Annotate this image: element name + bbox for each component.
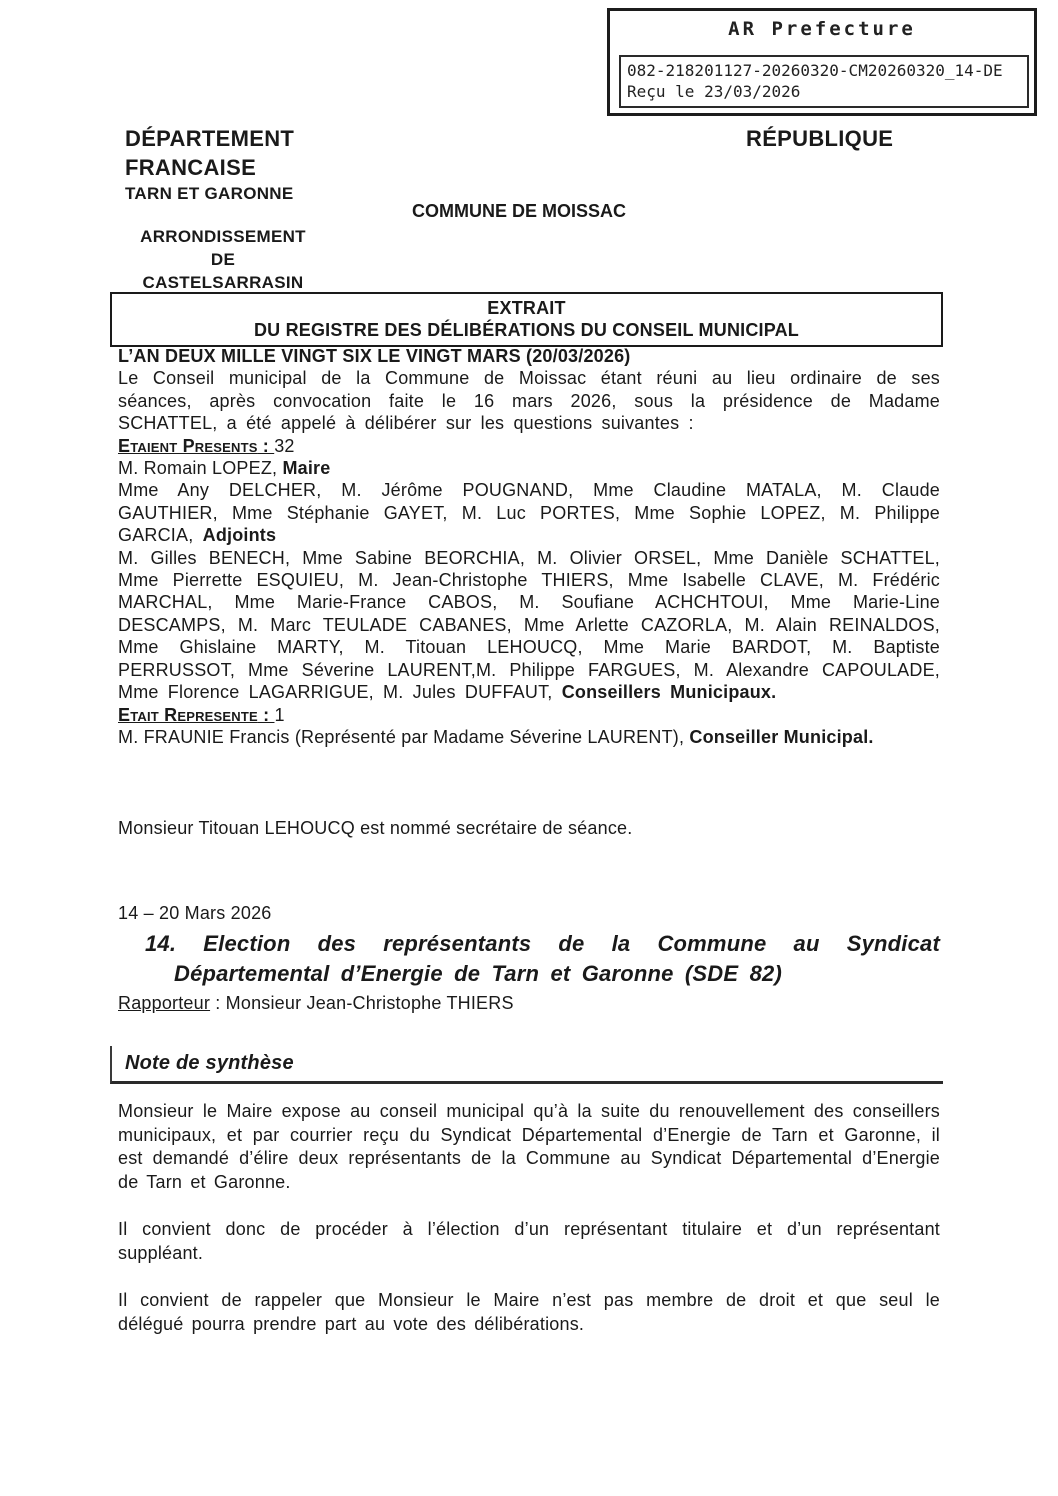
note-paragraph-3: Il convient de rappeler que Monsieur le Maire n’est pas membre de droit et que seul le délégué pourra prendre part au vote des délibérations.	[118, 1290, 940, 1334]
note-de-synthese-body	[118, 1100, 940, 1360]
secretary-line: Monsieur Titouan LEHOUCQ est nommé secrétaire de séance.	[118, 818, 633, 838]
session-intro-paragraph: Le Conseil municipal de la Commune de Moissac étant réuni au lieu ordinaire de ses séances, après convocation faite le 16 mars 2026, sous la présidence de Madame SCHATTEL, a été appelé à délibérer sur les questions suivantes :	[118, 368, 940, 434]
session-block	[118, 345, 940, 748]
represente-separator: :	[257, 704, 275, 725]
republique-label: RÉPUBLIQUE	[746, 126, 894, 151]
stamp-reference-number: 082-218201127-20260320-CM20260320_14-DE	[627, 61, 1003, 80]
deliberation-date-range: 14 – 20 Mars 2026	[118, 903, 272, 923]
adjoints-role: Adjoints	[202, 525, 277, 546]
deliberation-title: 14. Election des représentants de la Commune au Syndicat Départemental d’Energie de Tarn et Garonne (SDE 82)	[145, 931, 940, 986]
stamp-received-date: Reçu le 23/03/2026	[627, 82, 801, 101]
commune-label: COMMUNE DE MOISSAC	[412, 201, 627, 221]
adjoints-names: Mme Any DELCHER, M. Jérôme POUGNAND, Mme Claudine MATALA, M. Claude GAUTHIER, Mme Stéphanie GAYET, M. Luc PORTES, Mme Sophie LOPEZ, M. Philippe GARCIA,	[118, 480, 940, 546]
represente-line	[118, 704, 940, 726]
presents-line	[118, 435, 940, 457]
maire-names: M. Romain LOPEZ,	[118, 458, 283, 479]
adjoints-paragraph	[118, 479, 940, 546]
arrondissement-block	[127, 225, 319, 294]
session-opening-line: L’AN DEUX MILLE VINGT SIX LE VINGT MARS (20/03/2026)	[118, 346, 631, 366]
departement-line3: TARN ET GARONNE	[125, 184, 294, 203]
conseillers-names: M. Gilles BENECH, Mme Sabine BEORCHIA, M. Olivier ORSEL, Mme Danièle SCHATTEL, Mme Pierrette ESQUIEU, M. Jean-Christophe THIERS, Mme Isabelle CLAVE, M. Frédéric MARCHAL, Mme Marie-France CABOS, M. Soufiane ACHCHTOUI, Mme Marie-Line DESCAMPS, M. Marc TEULADE CABANES, Mme Arlette CAZORLA, M. Alain REINALDOS, Mme Ghislaine MARTY, M. Titouan LEHOUCQ, Mme Marie BARDOT, M. Baptiste PERRUSSOT, Mme Séverine LAURENT,M. Philippe FARGUES, M. Alexandre CAPOULADE, Mme Florence LAGARRIGUE, M. Jules DUFFAUT,	[118, 547, 940, 703]
stamp-title: AR Prefecture	[728, 18, 916, 40]
extrait-line2: DU REGISTRE DES DÉLIBÉRATIONS DU CONSEIL MUNICIPAL	[253, 320, 800, 340]
arrondissement-line2: DE	[210, 250, 236, 269]
presents-label: Etaient Presents	[118, 435, 258, 456]
presents-separator: :	[257, 435, 275, 456]
extrait-title-box	[110, 292, 943, 347]
represente-label: Etait Represente	[118, 704, 258, 725]
note-paragraph-1: Monsieur le Maire expose au conseil municipal qu’à la suite du renouvellement des conseillers municipaux, et par courrier reçu du Syndicat Départemental d’Energie de Tarn et Garonne, il est demandé d’élire deux représentants de la Commune au Syndicat Départemental d’Energie de Tarn et Garonne.	[118, 1101, 940, 1192]
represente-names: M. FRAUNIE Francis (Représenté par Madame Séverine LAURENT),	[118, 726, 690, 747]
represente-role: Conseiller Municipal.	[689, 726, 874, 747]
represente-count: 1	[274, 704, 285, 725]
departement-line2: FRANCAISE	[125, 155, 257, 180]
stamp-reference-box	[619, 55, 1029, 108]
fraunie-line	[118, 726, 940, 748]
rapporteur-label: Rapporteur	[118, 993, 211, 1013]
note-de-synthese-heading: Note de synthèse	[110, 1046, 943, 1084]
conseillers-role: Conseillers Municipaux.	[561, 682, 777, 703]
conseillers-paragraph	[118, 547, 940, 704]
rapporteur-line	[118, 993, 514, 1014]
maire-line	[118, 457, 940, 479]
arrondissement-line3: CASTELSARRASIN	[142, 273, 304, 292]
maire-role: Maire	[282, 458, 331, 479]
note-paragraph-2: Il convient donc de procéder à l’élection d’un représentant titulaire et d’un représentant suppléant.	[118, 1219, 940, 1263]
rapporteur-value: : Monsieur Jean-Christophe THIERS	[210, 993, 514, 1013]
extrait-line1: EXTRAIT	[487, 298, 566, 318]
ar-prefecture-stamp	[607, 8, 1037, 116]
departement-line1: DÉPARTEMENT	[125, 126, 295, 151]
arrondissement-line1: ARRONDISSEMENT	[140, 227, 306, 246]
presents-count: 32	[274, 435, 295, 456]
